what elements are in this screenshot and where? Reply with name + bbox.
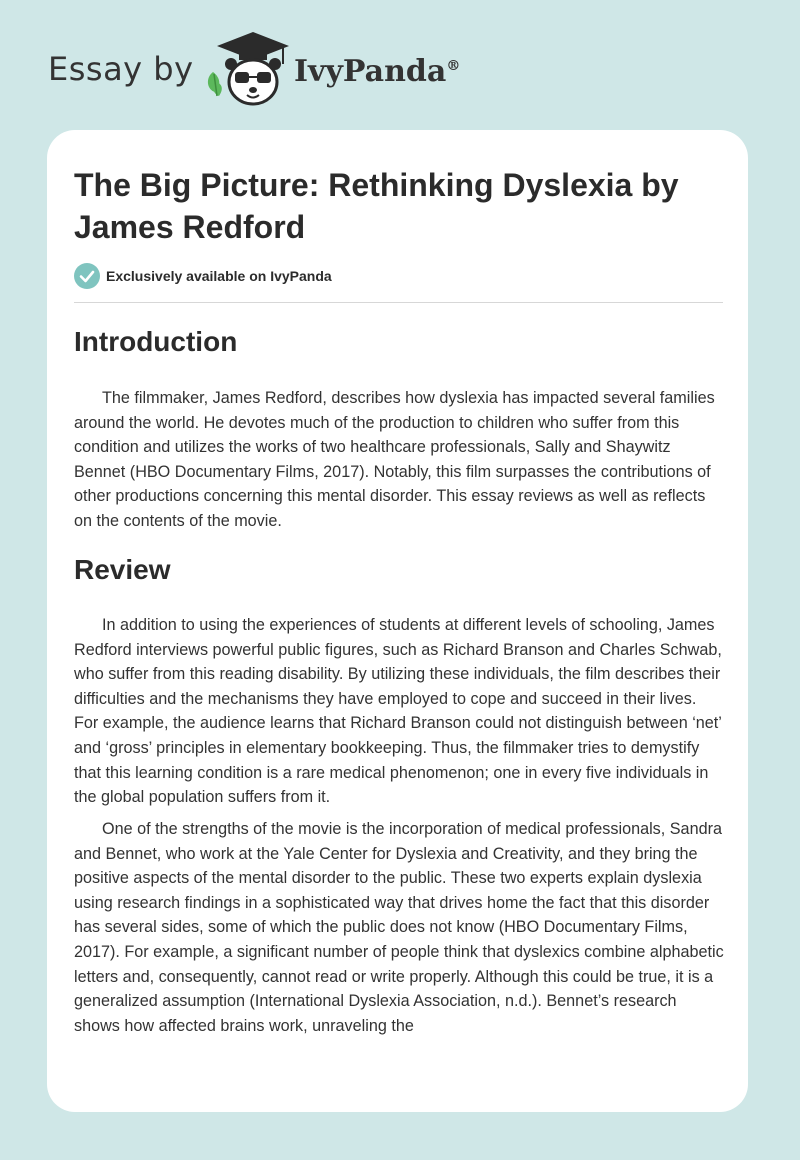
paragraph: One of the strengths of the movie is the incorporation of medical professionals, Sandra and Bennet, who work at the Yale Center for Dyslexia and Creativity, and they bring the positive aspects of the mental disorder to the public. These two experts explain dyslexia using research findings in a sophisticated way that drives home the fact that this disorder has several sides, some of which the public does not know (HBO Documentary Films, 2017). For example, a significant number of people think that dyslexics combine alphabetic letters and, consequently, cannot read or write properly. Although this could be true, it is a generalized assumption (International Dyslexia Association, n.d.). Bennet’s research shows how affected brains work, unraveling the: [74, 820, 724, 1035]
check-icon: [74, 263, 100, 289]
brand-name[interactable]: IvyPanda®: [294, 54, 461, 89]
panda-logo-icon[interactable]: [203, 30, 293, 110]
divider: [74, 302, 723, 303]
exclusive-badge-label: Exclusively available on IvyPanda: [106, 268, 332, 284]
essay-card: [47, 130, 748, 1112]
essay-by-label: Essay by: [48, 50, 194, 88]
paragraph: In addition to using the experiences of students at different levels of schooling, James Redford interviews powerful public figures, such as Richard Branson and Charles Schwab, who suffer from this reading disability. By utilizing these individuals, the film describes their difficulties and the mechanisms they have employed to cope and succeed in their lives. For example, the audience learns that Richard Branson could not distinguish between ‘net’ and ‘gross’ principles in elementary bookkeeping. Thus, the filmmaker tries to demystify that this learning condition is a rare medical phenomenon; one in every five individuals in the global population suffers from it.: [74, 616, 722, 807]
section-heading-review: Review: [74, 554, 171, 585]
page-title: The Big Picture: Rethinking Dyslexia by James Redford: [74, 167, 679, 245]
section-heading-introduction: Introduction: [74, 326, 238, 357]
paragraph: The filmmaker, James Redford, describes how dyslexia has impacted several families around the world. He devotes much of the production to children who suffer from this condition and utilizes the works of two healthcare professionals, Sally and Shaywitz Bennet (HBO Documentary Films, 2017). Notably, this film surpasses the contributions of other productions concerning this mental disorder. This essay reviews as well as reflects on the contents of the movie.: [74, 389, 715, 530]
exclusive-badge: [74, 263, 332, 289]
site-header: [48, 30, 548, 110]
registered-mark: ®: [446, 58, 461, 74]
